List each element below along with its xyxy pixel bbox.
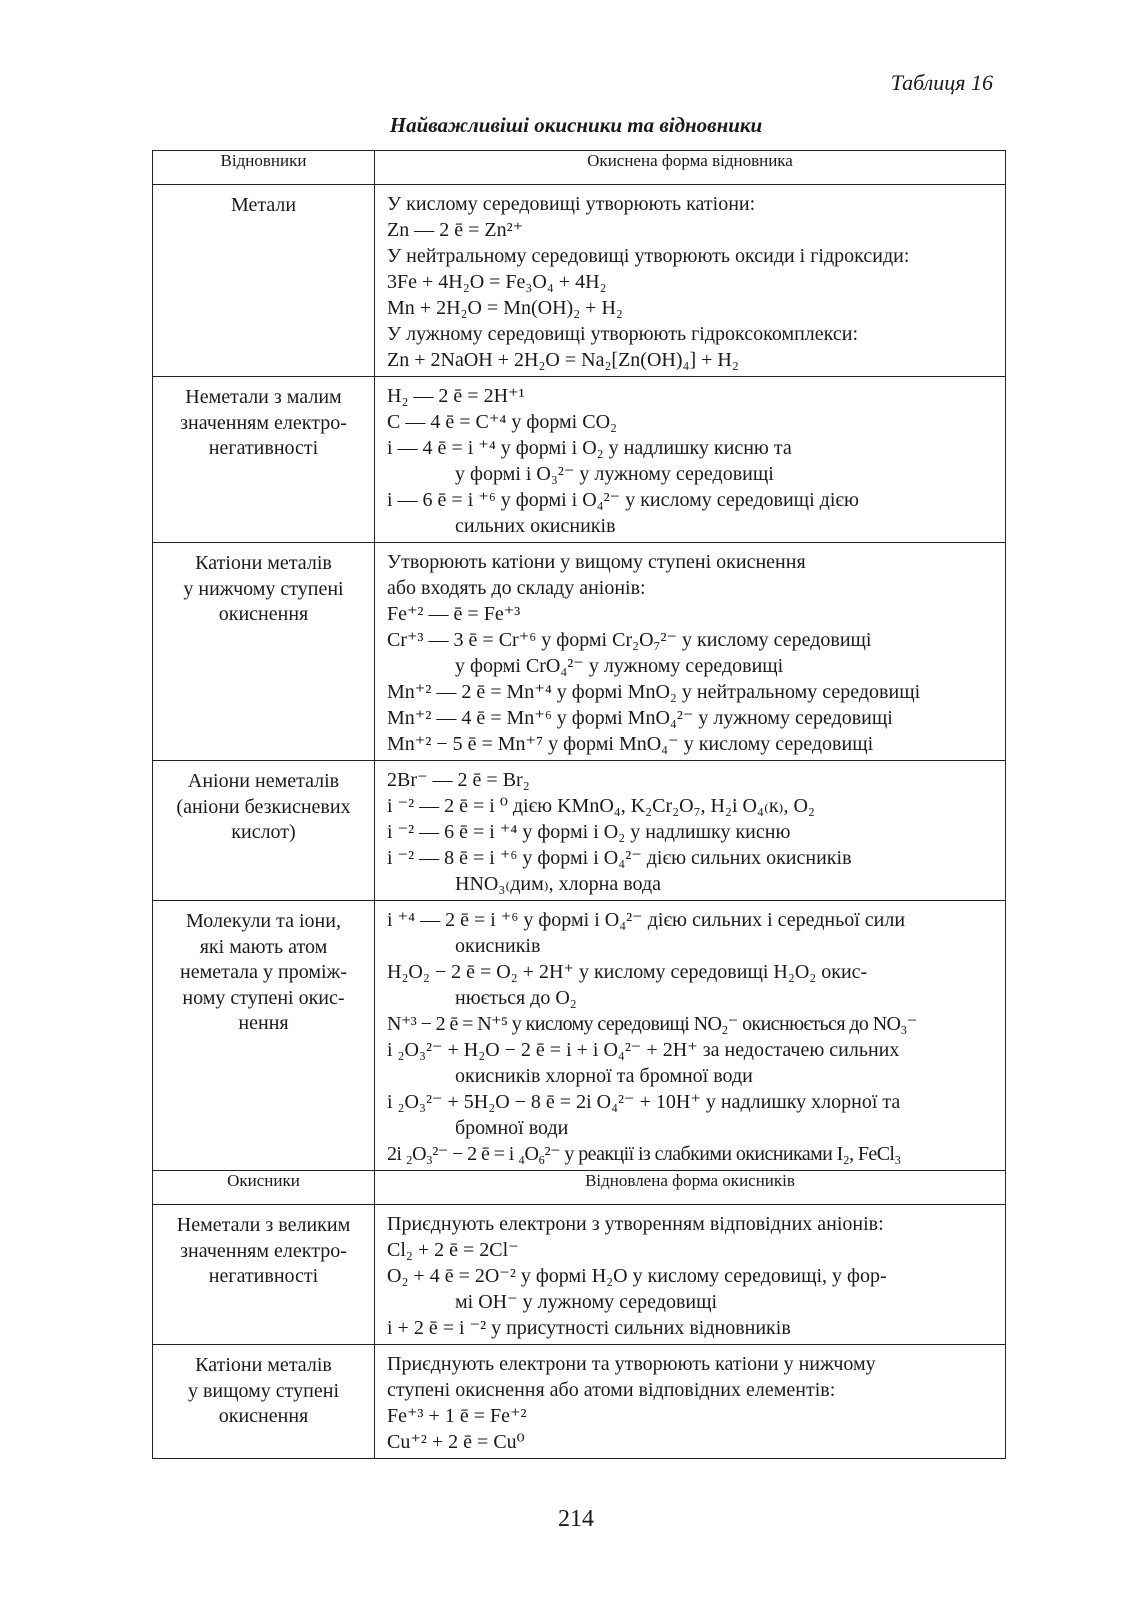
column-header-form: Окиснена форма відновника (375, 151, 1006, 185)
substance-class-line: (аніони безкисневих (176, 795, 351, 818)
substance-class-cell (153, 543, 375, 761)
substance-class-line: окиснення (218, 1405, 309, 1427)
substance-class-cell (153, 377, 375, 543)
column-header-form: Відновлена форма окисників (375, 1171, 1006, 1205)
reaction-line: Mn⁺² − 5 ē = Mn⁺⁷ у формі MnO₄⁻ у кислому середовищі (387, 733, 874, 755)
substance-class-line: значенням електро- (180, 411, 347, 434)
reaction-line: Cr⁺³ — 3 ē = Cr⁺⁶ у формі Cr₂O₇²⁻ у кислому середовищі (387, 629, 872, 651)
reaction-line: C — 4 ē = C⁺⁴ у формі CO₂ (387, 411, 617, 433)
table-caption: Таблиця 16 (890, 70, 993, 95)
reaction-cell (375, 543, 1006, 761)
substance-class-line: у нижчому ступені (183, 577, 344, 600)
reaction-line: Mn⁺² — 2 ē = Mn⁺⁴ у формі MnO₂ у нейтральному середовищі (387, 681, 921, 703)
reaction-line: Mn⁺² — 4 ē = Mn⁺⁶ у формі MnO₄²⁻ у лужному середовищі (387, 707, 893, 729)
substance-class-line: Неметали з великим (176, 1214, 351, 1236)
substance-class-line: Метали (230, 194, 297, 216)
substance-class-line: Катіони металів (195, 1354, 332, 1376)
substance-class-line: які мають атом (199, 935, 328, 958)
substance-class-cell (153, 1205, 375, 1345)
reaction-line: і ⁻² — 6 ē = і ⁺⁴ у формі і O₂ у надлишку кисню (387, 821, 791, 843)
substance-class-line: кислот) (231, 821, 296, 843)
reaction-line: H₂ — 2 ē = 2H⁺¹ (387, 385, 525, 407)
reaction-line: У нейтральному середовищі утворюють оксиди і гідроксиди: (387, 245, 910, 267)
reaction-line: Утворюють катіони у вищому ступені окиснення (387, 551, 806, 573)
substance-class-line: Молекули та іони, (186, 910, 341, 932)
reaction-line: 2Br⁻ — 2 ē = Br₂ (387, 769, 530, 791)
reaction-line: N⁺³ − 2 ē = N⁺⁵ у кислому середовищі NO₂⁻ окиснюється до NO₃⁻ (387, 1013, 917, 1035)
reaction-line: Приєднують електрони з утворенням відповідних аніонів: (387, 1213, 884, 1235)
table-row (153, 901, 1006, 1171)
reaction-cell (375, 901, 1006, 1171)
substance-class-line: нення (238, 1012, 289, 1034)
reaction-line: бромної води (455, 1117, 569, 1139)
reaction-line: Приєднують електрони та утворюють катіони у нижчому (387, 1353, 876, 1375)
reaction-line: окисників (455, 935, 541, 957)
substance-class-line: значенням електро- (180, 1239, 347, 1262)
substance-class-line: Аніони неметалів (187, 770, 340, 792)
page-number: 214 (558, 1506, 594, 1532)
substance-class-line: у вищому ступені (187, 1379, 339, 1402)
substance-class-cell (153, 185, 375, 377)
reaction-line: ступені окиснення або атоми відповідних елементів: (387, 1379, 836, 1401)
reaction-line: 2і ₂O₃²⁻ − 2 ē = і ₄O₆²⁻ у реакції із слабкими окисниками I₂, FeCl₃ (387, 1143, 901, 1165)
substance-class-line: Катіони металів (195, 552, 332, 574)
reaction-line: У лужному середовищі утворюють гідроксокомплекси: (387, 323, 859, 345)
substance-class-line: неметала у проміж- (179, 961, 348, 983)
table-row (153, 1205, 1006, 1345)
table-row (153, 185, 1006, 377)
table-title: Найважливіші окисники та відновники (389, 113, 763, 137)
substance-class-line: окиснення (218, 603, 309, 625)
reaction-line: нюється до O₂ (455, 987, 577, 1009)
reaction-line: у формі і O₃²⁻ у лужному середовищі (455, 463, 774, 485)
reaction-line: Cl₂ + 2 ē = 2Cl⁻ (387, 1239, 519, 1261)
reaction-line: Zn + 2NaOH + 2H₂O = Na₂[Zn(OH)₄] + H₂ (387, 349, 739, 371)
substance-class-line: негативності (208, 437, 319, 459)
reaction-line: і — 4 ē = і ⁺⁴ у формі і O₂ у надлишку кисню та (387, 437, 792, 459)
reaction-line: Cu⁺² + 2 ē = Cu⁰ (387, 1431, 525, 1453)
reaction-line: у формі CrO₄²⁻ у лужному середовищі (455, 655, 784, 677)
table-row (153, 543, 1006, 761)
reaction-line: У кислому середовищі утворюють катіони: (387, 193, 756, 215)
reaction-cell (375, 1345, 1006, 1459)
reaction-line: HNO₃₍дим₎, хлорна вода (455, 873, 662, 895)
reaction-line: 3Fe + 4H₂O = Fe₃O₄ + 4H₂ (387, 271, 607, 293)
section-header-row (153, 151, 1006, 185)
reaction-line: і — 6 ē = і ⁺⁶ у формі і O₄²⁻ у кислому середовищі дією (387, 489, 859, 511)
table-row (153, 761, 1006, 901)
section-header-row (153, 1171, 1006, 1205)
reaction-cell (375, 761, 1006, 901)
reaction-line: мі OH⁻ у лужному середовищі (455, 1291, 718, 1313)
reaction-line: і ₂O₃²⁻ + H₂O − 2 ē = і + і O₄²⁻ + 2H⁺ за недостачею сильних (387, 1039, 900, 1061)
redox-table (152, 150, 1006, 1459)
reaction-line: сильних окисників (455, 515, 616, 537)
reaction-cell (375, 377, 1006, 543)
reaction-line: і ₂O₃²⁻ + 5H₂O − 8 ē = 2і O₄²⁻ + 10H⁺ у надлишку хлорної та (387, 1091, 901, 1113)
reaction-line: Zn — 2 ē = Zn²⁺ (387, 219, 524, 241)
reaction-line: Fe⁺³ + 1 ē = Fe⁺² (387, 1405, 527, 1427)
reaction-cell (375, 185, 1006, 377)
reaction-line: і + 2 ē = і ⁻² у присутності сильних відновників (387, 1317, 791, 1339)
substance-class-cell (153, 1345, 375, 1459)
reaction-line: O₂ + 4 ē = 2O⁻² у формі H₂O у кислому середовищі, у фор- (387, 1265, 887, 1287)
substance-class-cell (153, 761, 375, 901)
reaction-line: H₂O₂ − 2 ē = O₂ + 2H⁺ у кислому середовищі H₂O₂ окис- (387, 961, 868, 983)
table-row (153, 377, 1006, 543)
reaction-line: і ⁻² — 2 ē = і ⁰ дією KMnO₄, K₂Cr₂O₇, H₂і O₄₍к₎, O₂ (387, 795, 815, 817)
table-row (153, 1345, 1006, 1459)
reaction-line: окисників хлорної та бромної води (455, 1065, 753, 1087)
reaction-cell (375, 1205, 1006, 1345)
substance-class-cell (153, 901, 375, 1171)
substance-class-line: негативності (208, 1265, 319, 1287)
reaction-line: Fe⁺² — ē = Fe⁺³ (387, 603, 521, 625)
reaction-line: і ⁺⁴ — 2 ē = і ⁺⁶ у формі і O₄²⁻ дією сильних і середньої сили (387, 909, 906, 931)
column-header-substance: Окисники (153, 1171, 375, 1205)
reaction-line: Mn + 2H₂O = Mn(OH)₂ + H₂ (387, 297, 623, 319)
substance-class-line: ному ступені окис- (182, 986, 345, 1009)
substance-class-line: Неметали з малим (185, 386, 342, 408)
column-header-substance: Відновники (153, 151, 375, 185)
reaction-line: і ⁻² — 8 ē = і ⁺⁶ у формі і O₄²⁻ дією сильних окисників (387, 847, 852, 869)
reaction-line: або входять до складу аніонів: (387, 577, 646, 599)
